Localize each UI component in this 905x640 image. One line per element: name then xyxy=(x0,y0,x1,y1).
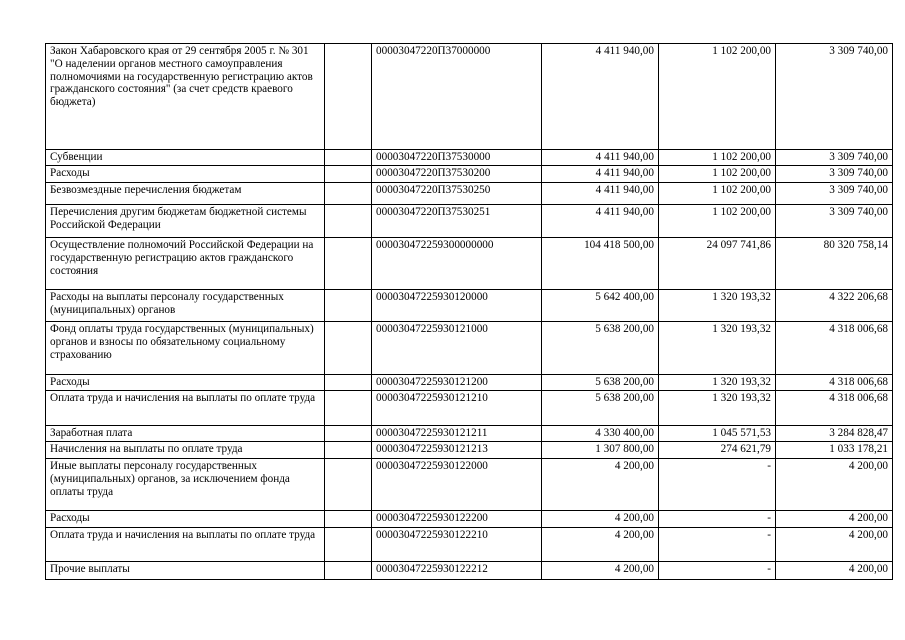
row-unexecuted: 3 284 828,47 xyxy=(776,426,893,442)
row-code: 00003047225930121213 xyxy=(372,442,542,459)
row-unexecuted: 4 318 006,68 xyxy=(776,322,893,375)
row-executed: 1 320 193,32 xyxy=(659,375,776,391)
row-approved: 4 200,00 xyxy=(542,511,659,528)
row-unexecuted: 3 309 740,00 xyxy=(776,166,893,183)
row-name: Осуществление полномочий Российской Федерации на государственную регистрацию актов гражданского состояния xyxy=(46,238,325,290)
row-name: Заработная плата xyxy=(46,426,325,442)
empty-cell xyxy=(325,150,372,166)
row-approved: 4 200,00 xyxy=(542,562,659,580)
row-approved: 4 411 940,00 xyxy=(542,205,659,238)
empty-cell xyxy=(325,183,372,205)
row-name: Прочие выплаты xyxy=(46,562,325,580)
table-row xyxy=(46,375,893,391)
row-name: Безвозмездные перечисления бюджетам xyxy=(46,183,325,205)
table-row xyxy=(46,205,893,238)
empty-cell xyxy=(325,238,372,290)
row-code: 000030472259300000000 xyxy=(372,238,542,290)
row-code: 00003047225930121211 xyxy=(372,426,542,442)
row-name: Иные выплаты персоналу государственных (муниципальных) органов, за исключением фонда оплаты труда xyxy=(46,459,325,511)
row-code: 00003047220П37530251 xyxy=(372,205,542,238)
row-code: 00003047225930120000 xyxy=(372,290,542,322)
row-approved: 4 411 940,00 xyxy=(542,183,659,205)
row-executed: 1 320 193,32 xyxy=(659,322,776,375)
empty-cell xyxy=(325,322,372,375)
empty-cell xyxy=(325,44,372,150)
row-executed: - xyxy=(659,562,776,580)
row-executed: 1 102 200,00 xyxy=(659,166,776,183)
row-approved: 5 638 200,00 xyxy=(542,322,659,375)
row-executed: 1 102 200,00 xyxy=(659,44,776,150)
row-name: Расходы на выплаты персоналу государственных (муниципальных) органов xyxy=(46,290,325,322)
empty-cell xyxy=(325,562,372,580)
row-name: Оплата труда и начисления на выплаты по оплате труда xyxy=(46,528,325,562)
table-row xyxy=(46,166,893,183)
budget-execution-table xyxy=(45,43,893,580)
row-approved: 5 638 200,00 xyxy=(542,391,659,426)
table-row xyxy=(46,44,893,150)
row-executed: 1 045 571,53 xyxy=(659,426,776,442)
row-executed: 1 102 200,00 xyxy=(659,205,776,238)
row-unexecuted: 4 200,00 xyxy=(776,511,893,528)
row-code: 00003047220П37530200 xyxy=(372,166,542,183)
table-row xyxy=(46,442,893,459)
row-executed: - xyxy=(659,511,776,528)
row-executed: 1 102 200,00 xyxy=(659,150,776,166)
row-name: Перечисления другим бюджетам бюджетной системы Российской Федерации xyxy=(46,205,325,238)
row-executed: 1 102 200,00 xyxy=(659,183,776,205)
row-unexecuted: 4 318 006,68 xyxy=(776,375,893,391)
row-name: Оплата труда и начисления на выплаты по оплате труда xyxy=(46,391,325,426)
row-executed: 24 097 741,86 xyxy=(659,238,776,290)
table-row xyxy=(46,511,893,528)
table-row xyxy=(46,238,893,290)
row-approved: 4 200,00 xyxy=(542,528,659,562)
row-approved: 5 638 200,00 xyxy=(542,375,659,391)
empty-cell xyxy=(325,375,372,391)
table-row xyxy=(46,426,893,442)
row-name: Расходы xyxy=(46,375,325,391)
row-executed: 1 320 193,32 xyxy=(659,391,776,426)
empty-cell xyxy=(325,391,372,426)
row-name: Начисления на выплаты по оплате труда xyxy=(46,442,325,459)
row-approved: 4 200,00 xyxy=(542,459,659,511)
empty-cell xyxy=(325,166,372,183)
table-row xyxy=(46,459,893,511)
row-executed: - xyxy=(659,459,776,511)
empty-cell xyxy=(325,426,372,442)
row-unexecuted: 4 322 206,68 xyxy=(776,290,893,322)
table-row xyxy=(46,391,893,426)
row-executed: 1 320 193,32 xyxy=(659,290,776,322)
row-name: Субвенции xyxy=(46,150,325,166)
table-row xyxy=(46,528,893,562)
row-name: Расходы xyxy=(46,511,325,528)
row-approved: 4 411 940,00 xyxy=(542,150,659,166)
row-approved: 5 642 400,00 xyxy=(542,290,659,322)
table-row xyxy=(46,322,893,375)
row-unexecuted: 3 309 740,00 xyxy=(776,150,893,166)
table-row xyxy=(46,562,893,580)
row-unexecuted: 4 318 006,68 xyxy=(776,391,893,426)
row-code: 00003047225930122000 xyxy=(372,459,542,511)
row-code: 00003047225930121200 xyxy=(372,375,542,391)
empty-cell xyxy=(325,205,372,238)
row-code: 00003047220П37000000 xyxy=(372,44,542,150)
empty-cell xyxy=(325,290,372,322)
row-unexecuted: 4 200,00 xyxy=(776,528,893,562)
row-code: 00003047220П37530000 xyxy=(372,150,542,166)
row-unexecuted: 4 200,00 xyxy=(776,459,893,511)
row-name: Закон Хабаровского края от 29 сентября 2005 г. № 301 "О наделении органов местного самоуправления полномочиями на государственную регистрацию актов гражданского состояния" (за счет средств краевого бюджета) xyxy=(46,44,325,150)
row-unexecuted: 3 309 740,00 xyxy=(776,205,893,238)
row-code: 00003047225930122200 xyxy=(372,511,542,528)
empty-cell xyxy=(325,459,372,511)
row-approved: 4 411 940,00 xyxy=(542,44,659,150)
row-name: Расходы xyxy=(46,166,325,183)
row-code: 00003047225930121210 xyxy=(372,391,542,426)
row-unexecuted: 3 309 740,00 xyxy=(776,183,893,205)
row-approved: 104 418 500,00 xyxy=(542,238,659,290)
row-executed: 274 621,79 xyxy=(659,442,776,459)
row-unexecuted: 1 033 178,21 xyxy=(776,442,893,459)
table-row xyxy=(46,290,893,322)
row-unexecuted: 3 309 740,00 xyxy=(776,44,893,150)
row-approved: 4 330 400,00 xyxy=(542,426,659,442)
row-code: 00003047225930122210 xyxy=(372,528,542,562)
row-name: Фонд оплаты труда государственных (муниципальных) органов и взносы по обязательному социальному страхованию xyxy=(46,322,325,375)
table-row xyxy=(46,150,893,166)
table-body xyxy=(46,44,893,580)
row-approved: 4 411 940,00 xyxy=(542,166,659,183)
empty-cell xyxy=(325,528,372,562)
row-code: 00003047220П37530250 xyxy=(372,183,542,205)
row-code: 00003047225930121000 xyxy=(372,322,542,375)
table-row xyxy=(46,183,893,205)
empty-cell xyxy=(325,511,372,528)
row-executed: - xyxy=(659,528,776,562)
row-approved: 1 307 800,00 xyxy=(542,442,659,459)
row-code: 00003047225930122212 xyxy=(372,562,542,580)
row-unexecuted: 4 200,00 xyxy=(776,562,893,580)
row-unexecuted: 80 320 758,14 xyxy=(776,238,893,290)
empty-cell xyxy=(325,442,372,459)
